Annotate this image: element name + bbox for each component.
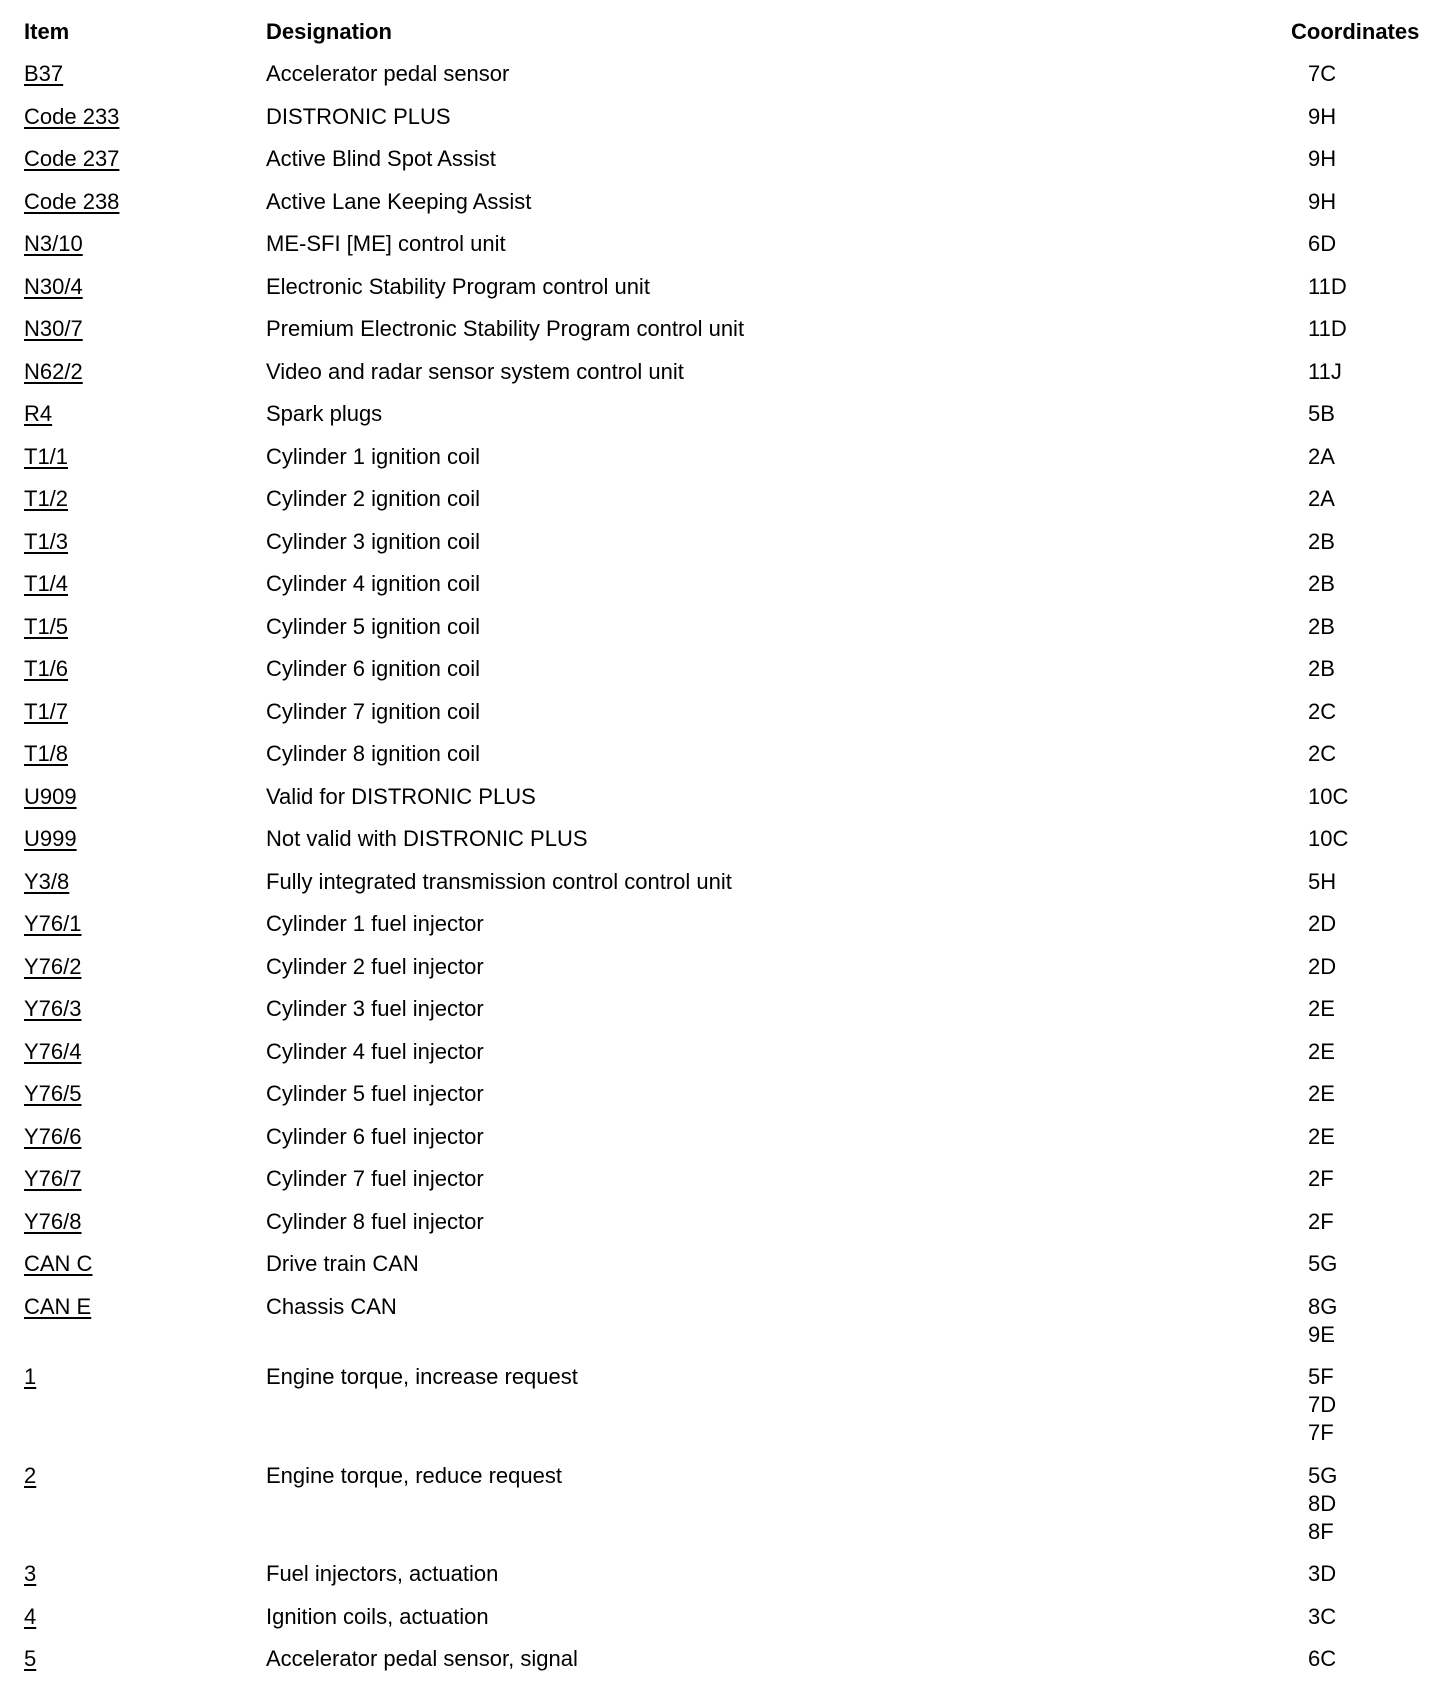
item-link[interactable]: Y3/8 xyxy=(24,868,70,894)
table-row xyxy=(0,570,1456,613)
header-designation: Designation xyxy=(266,19,392,44)
item-link[interactable]: Y76/1 xyxy=(24,911,82,936)
designation: Fuel injectors, actuation xyxy=(266,1561,499,1586)
table-row xyxy=(0,1250,1456,1293)
designation: Electronic Stability Program control unit xyxy=(266,273,650,299)
coordinates xyxy=(1308,740,1456,768)
table-row xyxy=(0,60,1456,103)
table-row xyxy=(0,1645,1456,1688)
item-link[interactable]: T1/7 xyxy=(24,698,69,724)
table-row xyxy=(0,910,1456,953)
coordinates xyxy=(1308,868,1456,896)
item-link[interactable]: 2 xyxy=(24,1462,37,1488)
table-row xyxy=(0,528,1456,571)
table-row xyxy=(0,1560,1456,1603)
coordinate-value: 9E xyxy=(1308,1321,1335,1347)
header-coordinates: Coordinates xyxy=(1291,19,1420,44)
coordinate-value: 2B xyxy=(1308,613,1335,639)
designation: DISTRONIC PLUS xyxy=(266,103,451,129)
designation: Chassis CAN xyxy=(266,1293,397,1319)
table-row xyxy=(0,273,1456,316)
item-link[interactable]: Y76/5 xyxy=(24,1081,82,1106)
item-link[interactable]: Code 237 xyxy=(24,146,120,171)
table-row xyxy=(0,1363,1456,1462)
item-link[interactable]: N30/7 xyxy=(24,316,83,341)
coordinates xyxy=(1308,613,1456,641)
item-link[interactable]: CAN E xyxy=(24,1293,92,1319)
table-row xyxy=(0,1080,1456,1123)
coordinates xyxy=(1308,1293,1456,1349)
coordinate-value: 6C xyxy=(1308,1646,1337,1671)
table-row xyxy=(0,613,1456,656)
designation: Cylinder 2 ignition coil xyxy=(266,486,480,511)
coordinate-value: 5F xyxy=(1308,1364,1334,1389)
designation: Cylinder 6 ignition coil xyxy=(266,656,480,681)
designation: Fully integrated transmission control control unit xyxy=(266,868,732,894)
item-link[interactable]: 5 xyxy=(24,1646,37,1671)
table-row xyxy=(0,783,1456,826)
coordinates xyxy=(1308,443,1456,471)
table-row xyxy=(0,1038,1456,1081)
designation: Cylinder 1 ignition coil xyxy=(266,443,480,469)
table-row xyxy=(0,1293,1456,1364)
coordinates xyxy=(1308,145,1456,173)
coordinate-value: 2E xyxy=(1308,1038,1335,1064)
item-link[interactable]: Code 238 xyxy=(24,188,120,214)
coordinate-value: 2D xyxy=(1308,953,1337,979)
coordinates xyxy=(1308,103,1456,131)
legend-table xyxy=(0,60,1456,1688)
designation: Cylinder 7 fuel injector xyxy=(266,1166,484,1191)
item-link[interactable]: T1/1 xyxy=(24,443,69,469)
table-row xyxy=(0,1603,1456,1646)
coordinate-value: 5B xyxy=(1308,401,1335,426)
item-link[interactable]: T1/8 xyxy=(24,741,69,766)
item-link[interactable]: N3/10 xyxy=(24,231,83,256)
item-link[interactable]: T1/3 xyxy=(24,528,69,554)
coordinates xyxy=(1308,230,1456,258)
table-row xyxy=(0,1165,1456,1208)
item-link[interactable]: Y76/6 xyxy=(24,1123,82,1149)
coordinates xyxy=(1308,1645,1456,1673)
coordinate-value: 2B xyxy=(1308,528,1335,554)
coordinates xyxy=(1308,1603,1456,1631)
item-link[interactable]: U999 xyxy=(24,826,77,851)
designation: Spark plugs xyxy=(266,401,383,426)
coordinate-value: 2A xyxy=(1308,443,1335,469)
coordinates xyxy=(1308,273,1456,301)
item-link[interactable]: T1/2 xyxy=(24,486,69,511)
table-row xyxy=(0,400,1456,443)
item-link[interactable]: Y76/4 xyxy=(24,1038,82,1064)
item-link[interactable]: 3 xyxy=(24,1561,37,1586)
coordinates xyxy=(1308,400,1456,428)
coordinate-value: 11J xyxy=(1308,358,1342,384)
designation: Cylinder 4 fuel injector xyxy=(266,1038,484,1064)
coordinate-value: 2E xyxy=(1308,996,1335,1021)
item-link[interactable]: 1 xyxy=(24,1364,37,1389)
coordinates xyxy=(1308,1560,1456,1588)
designation: Ignition coils, actuation xyxy=(266,1603,489,1629)
table-row xyxy=(0,443,1456,486)
coordinate-value: 2B xyxy=(1308,656,1335,681)
item-link[interactable]: 4 xyxy=(24,1603,37,1629)
item-link[interactable]: T1/6 xyxy=(24,656,69,681)
designation: Cylinder 5 ignition coil xyxy=(266,613,480,639)
table-row xyxy=(0,995,1456,1038)
coordinate-value: 10C xyxy=(1308,826,1349,851)
designation: ME-SFI [ME] control unit xyxy=(266,231,506,256)
table-row xyxy=(0,358,1456,401)
header-item: Item xyxy=(24,19,70,44)
coordinate-value: 2F xyxy=(1308,1208,1334,1234)
item-link[interactable]: Code 233 xyxy=(24,103,120,129)
coordinate-value: 5G xyxy=(1308,1462,1338,1488)
table-row xyxy=(0,655,1456,698)
coordinates xyxy=(1308,528,1456,556)
coordinates xyxy=(1308,1038,1456,1066)
coordinates xyxy=(1308,60,1456,88)
coordinate-value: 3D xyxy=(1308,1561,1337,1586)
coordinate-value: 11D xyxy=(1308,273,1347,299)
coordinate-value: 9H xyxy=(1308,188,1337,214)
coordinates xyxy=(1308,1208,1456,1236)
coordinates xyxy=(1308,953,1456,981)
table-row xyxy=(0,1123,1456,1166)
coordinates xyxy=(1308,485,1456,513)
coordinate-value: 2E xyxy=(1308,1081,1335,1106)
coordinate-value: 7C xyxy=(1308,61,1337,86)
item-link[interactable]: U909 xyxy=(24,783,77,809)
table-row xyxy=(0,698,1456,741)
coordinates xyxy=(1308,315,1456,343)
item-link[interactable]: N30/4 xyxy=(24,273,83,299)
coordinates xyxy=(1308,1080,1456,1108)
item-link[interactable]: Y76/2 xyxy=(24,953,82,979)
item-link[interactable]: Y76/3 xyxy=(24,996,82,1021)
coordinate-value: 5G xyxy=(1308,1251,1338,1276)
table-row xyxy=(0,230,1456,273)
coordinates xyxy=(1308,1363,1456,1447)
designation: Cylinder 3 fuel injector xyxy=(266,996,484,1021)
table-row xyxy=(0,103,1456,146)
item-link[interactable]: R4 xyxy=(24,401,53,426)
designation: Accelerator pedal sensor, signal xyxy=(266,1646,578,1671)
item-link[interactable]: CAN C xyxy=(24,1251,93,1276)
coordinates xyxy=(1308,358,1456,386)
table-header xyxy=(0,17,1456,47)
item-link[interactable]: Y76/8 xyxy=(24,1208,82,1234)
coordinate-value: 9H xyxy=(1308,103,1337,129)
designation: Cylinder 4 ignition coil xyxy=(266,571,480,596)
coordinates xyxy=(1308,1123,1456,1151)
designation: Premium Electronic Stability Program control unit xyxy=(266,316,745,341)
item-link[interactable]: T1/5 xyxy=(24,613,69,639)
coordinate-value: 2A xyxy=(1308,486,1335,511)
coordinate-value: 2D xyxy=(1308,911,1337,936)
table-row xyxy=(0,825,1456,868)
designation: Active Lane Keeping Assist xyxy=(266,188,532,214)
coordinates xyxy=(1308,910,1456,938)
coordinate-value: 2B xyxy=(1308,571,1335,596)
designation: Video and radar sensor system control unit xyxy=(266,358,684,384)
table-row xyxy=(0,485,1456,528)
item-link[interactable]: T1/4 xyxy=(24,571,69,596)
table-row xyxy=(0,1208,1456,1251)
coordinate-value: 2E xyxy=(1308,1123,1335,1149)
designation: Engine torque, reduce request xyxy=(266,1462,562,1488)
designation: Drive train CAN xyxy=(266,1251,419,1276)
coordinate-value: 2C xyxy=(1308,698,1337,724)
coordinate-value: 2C xyxy=(1308,741,1337,766)
coordinate-value: 10C xyxy=(1308,783,1349,809)
designation: Cylinder 7 ignition coil xyxy=(266,698,480,724)
coordinate-value: 3C xyxy=(1308,1603,1337,1629)
designation: Cylinder 6 fuel injector xyxy=(266,1123,484,1149)
designation: Cylinder 8 ignition coil xyxy=(266,741,480,766)
coordinate-value: 8G xyxy=(1308,1293,1338,1319)
coordinate-value: 7D xyxy=(1308,1392,1337,1417)
coordinate-value: 2F xyxy=(1308,1166,1334,1191)
designation: Active Blind Spot Assist xyxy=(266,146,496,171)
designation: Cylinder 2 fuel injector xyxy=(266,953,484,979)
coordinate-value: 11D xyxy=(1308,316,1347,341)
table-row xyxy=(0,953,1456,996)
coordinate-value: 9H xyxy=(1308,146,1337,171)
designation: Not valid with DISTRONIC PLUS xyxy=(266,826,588,851)
coordinates xyxy=(1308,188,1456,216)
coordinate-value: 8D xyxy=(1308,1490,1337,1516)
designation: Cylinder 5 fuel injector xyxy=(266,1081,484,1106)
coordinates xyxy=(1308,1462,1456,1546)
item-link[interactable]: N62/2 xyxy=(24,358,83,384)
coordinate-value: 6D xyxy=(1308,231,1337,256)
coordinates xyxy=(1308,1165,1456,1193)
coordinates xyxy=(1308,1250,1456,1278)
coordinate-value: 8F xyxy=(1308,1518,1334,1544)
item-link[interactable]: B37 xyxy=(24,61,64,86)
coordinates xyxy=(1308,698,1456,726)
coordinates xyxy=(1308,825,1456,853)
designation: Cylinder 8 fuel injector xyxy=(266,1208,484,1234)
table-row xyxy=(0,145,1456,188)
coordinates xyxy=(1308,655,1456,683)
table-row xyxy=(0,740,1456,783)
item-link[interactable]: Y76/7 xyxy=(24,1166,82,1191)
designation: Engine torque, increase request xyxy=(266,1364,578,1389)
designation: Valid for DISTRONIC PLUS xyxy=(266,783,536,809)
table-row xyxy=(0,868,1456,911)
designation: Cylinder 1 fuel injector xyxy=(266,911,484,936)
coordinates xyxy=(1308,995,1456,1023)
designation: Cylinder 3 ignition coil xyxy=(266,528,480,554)
table-row xyxy=(0,315,1456,358)
coordinates xyxy=(1308,783,1456,811)
designation: Accelerator pedal sensor xyxy=(266,61,510,86)
coordinate-value: 5H xyxy=(1308,868,1337,894)
table-row xyxy=(0,1462,1456,1561)
coordinates xyxy=(1308,570,1456,598)
table-row xyxy=(0,188,1456,231)
coordinate-value: 7F xyxy=(1308,1420,1334,1445)
